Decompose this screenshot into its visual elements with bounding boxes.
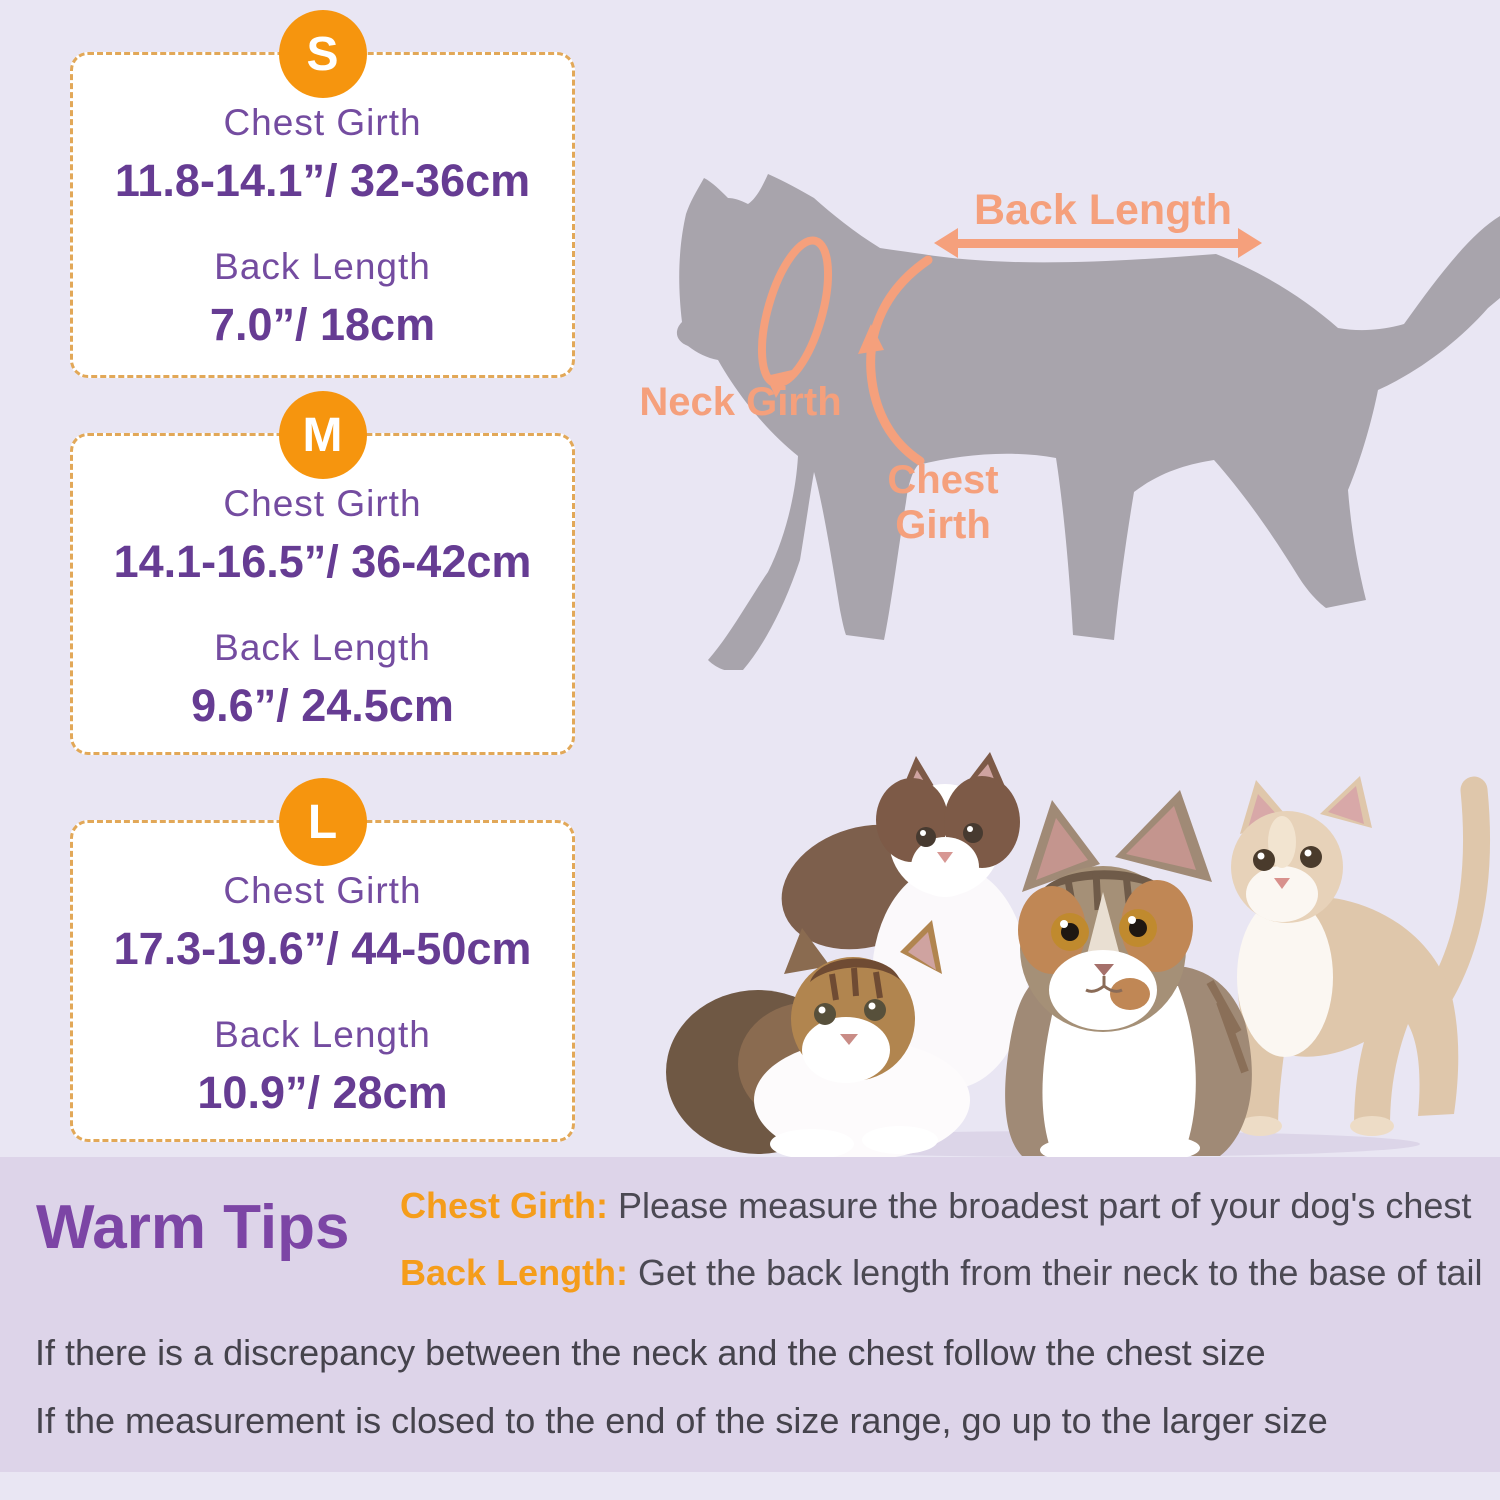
chest-girth-label: Chest Girth: [223, 102, 422, 143]
back-length-label: Back Length: [214, 627, 431, 668]
back-length-tip-text: Get the back length from their neck to the base of tail: [628, 1252, 1483, 1293]
chest-girth-tip: [400, 1185, 1471, 1227]
back-length-tip-label: Back Length:: [400, 1252, 629, 1293]
diagram-back-length-label: Back Length: [973, 186, 1233, 234]
chest-girth-value: 14.1-16.5”/ 36-42cm: [113, 536, 532, 587]
chest-girth-pair: [114, 476, 532, 592]
back-length-value: 10.9”/ 28cm: [197, 1067, 448, 1118]
cat-adult-tabby: [1005, 790, 1252, 1158]
size-badge-s: S: [279, 10, 367, 98]
size-card-m: [70, 408, 575, 755]
back-length-pair: [191, 620, 454, 736]
back-length-pair: [210, 239, 435, 355]
warm-tips-title: Warm Tips: [36, 1193, 350, 1262]
size-card-l: [70, 795, 575, 1142]
size-badge-m: M: [279, 391, 367, 479]
chest-girth-pair: [114, 863, 532, 979]
chest-girth-value: 17.3-19.6”/ 44-50cm: [113, 923, 532, 974]
back-length-label: Back Length: [214, 1014, 431, 1055]
size-note-range: If the measurement is closed to the end of the size range, go up to the larger size: [35, 1400, 1328, 1441]
size-card-s: [70, 27, 575, 378]
back-length-value: 9.6”/ 24.5cm: [191, 680, 454, 731]
back-length-tip: [400, 1252, 1483, 1294]
size-note-discrepancy: If there is a discrepancy between the neck and the chest follow the chest size: [35, 1332, 1266, 1373]
cats-photo: [660, 742, 1500, 1158]
chest-girth-label: Chest Girth: [223, 870, 422, 911]
back-length-label: Back Length: [214, 246, 431, 287]
diagram-chest-girth-label: Chest Girth: [887, 458, 999, 547]
back-length-pair: [197, 1007, 447, 1123]
chest-girth-tip-text: Please measure the broadest part of your dog's chest: [608, 1185, 1472, 1226]
chest-girth-label: Chest Girth: [223, 483, 422, 524]
diagram-neck-girth-label: Neck Girth: [639, 380, 842, 424]
kitten-cream-standing: [1231, 776, 1477, 1136]
size-badge-l: L: [279, 778, 367, 866]
back-length-value: 7.0”/ 18cm: [209, 299, 436, 350]
chest-girth-value: 11.8-14.1”/ 32-36cm: [114, 155, 531, 206]
chest-girth-pair: [115, 95, 530, 211]
chest-girth-tip-label: Chest Girth:: [400, 1185, 609, 1226]
